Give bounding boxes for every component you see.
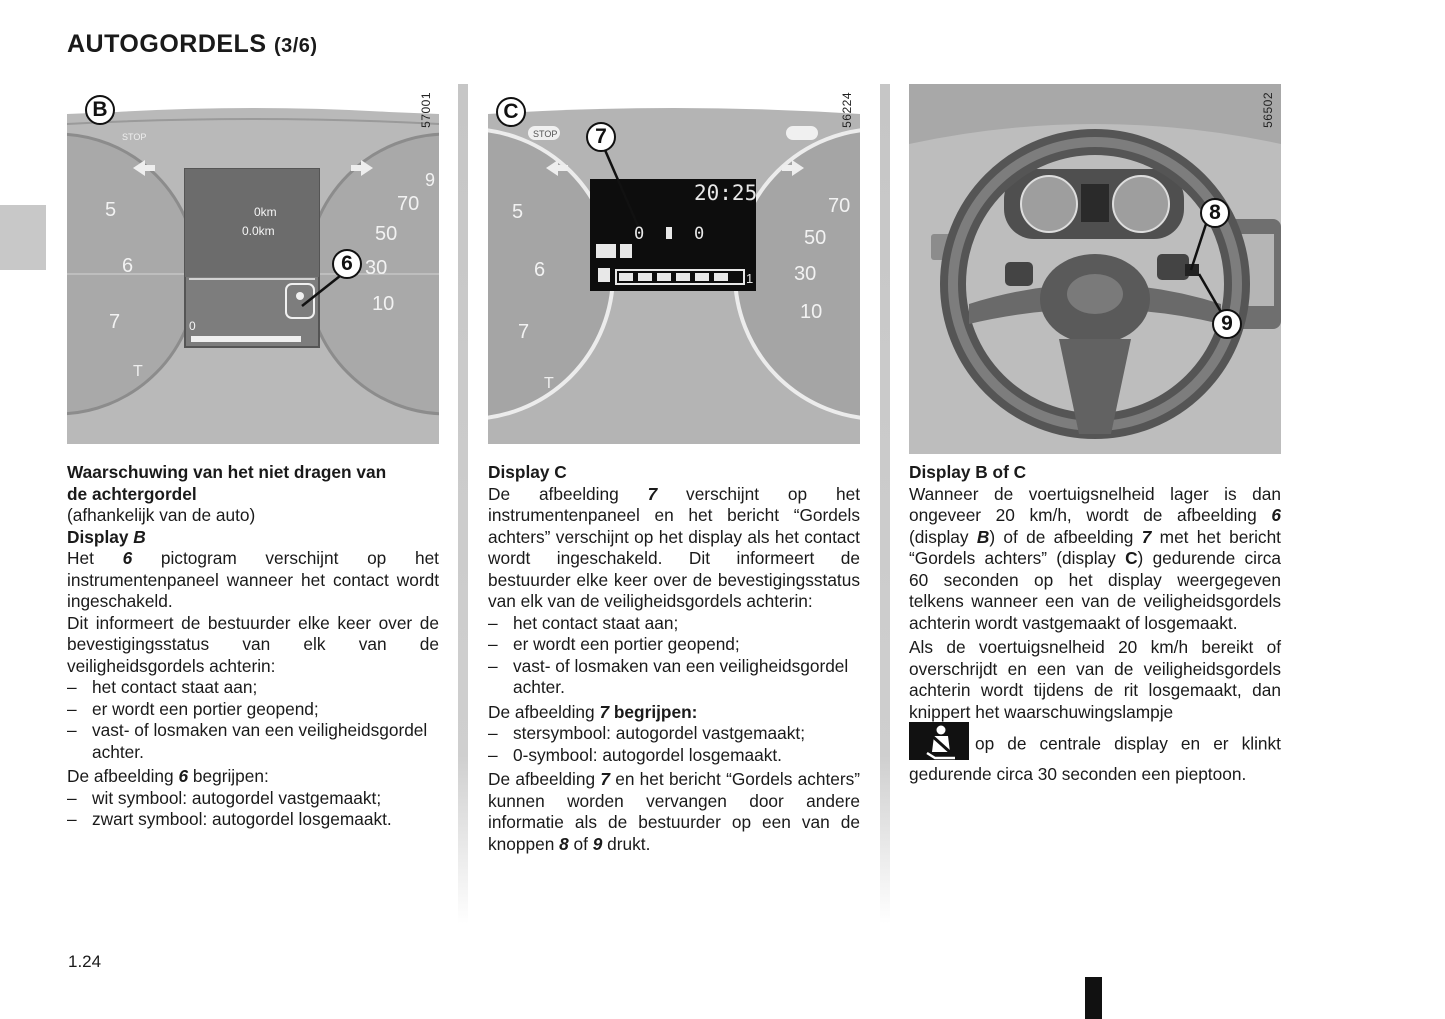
col1-paragraph-3: De afbeelding 6 begrijpen: — [67, 766, 269, 786]
col1-list-2 — [67, 788, 439, 831]
chapter-tab — [0, 205, 46, 270]
gauge-c-left-6: 6 — [534, 259, 546, 281]
gauge-b-right-30: 30 — [365, 257, 388, 279]
col1-heading-2: de achtergordel — [67, 483, 197, 504]
figure-c — [488, 84, 860, 454]
col1-paragraph-1: Het 6 pictogram verschijnt op het instrumentenpaneel wanneer het contact wordt ingeschakeld. — [67, 548, 439, 611]
col1-list-1 — [67, 677, 439, 763]
col2-text — [488, 462, 860, 855]
list-item: – stersymbool: autogordel vastgemaakt; — [488, 723, 860, 745]
gauge-b-t: T — [133, 363, 143, 380]
gauge-c-right-50: 50 — [804, 227, 827, 249]
screen-b-odometer: 0km — [254, 205, 277, 219]
list-item: – het contact staat aan; — [488, 613, 860, 635]
instrument-cluster-c-illustration — [488, 84, 860, 454]
gauge-b-right-70: 70 — [397, 193, 420, 215]
instrument-cluster-b-illustration — [67, 84, 439, 454]
gauge-c-right-70: 70 — [828, 195, 851, 217]
col3-display-label: Display B of C — [909, 462, 1027, 482]
callout-9: 9 — [1212, 309, 1242, 339]
col3-paragraph-3: op de centrale display en er klinkt gedurende circa 30 seconden een pieptoon. — [909, 726, 1281, 786]
col1-text — [67, 462, 439, 831]
col1-note: (afhankelijk van de auto) — [67, 505, 256, 525]
column-separator-1 — [458, 84, 468, 924]
figure-steering-wheel — [909, 84, 1281, 454]
gauge-b-left-5: 5 — [105, 199, 117, 221]
title-main: AUTOGORDELS — [67, 30, 267, 58]
screen-b-zero: 0 — [189, 319, 196, 333]
screen-c-left-zero: 0 — [634, 224, 645, 244]
col1-paragraph-2: Dit informeert de bestuurder elke keer over de bevestigingsstatus van elk van de veiligheidsgordels achterin: — [67, 612, 439, 676]
gauge-c-left-7: 7 — [518, 321, 530, 343]
callout-8: 8 — [1200, 198, 1230, 228]
column-3 — [909, 84, 1281, 786]
screen-b-trip: 0.0km — [242, 224, 275, 238]
column-1 — [67, 84, 439, 831]
figure-c-label: C — [496, 97, 526, 127]
title-section: (3/6) — [273, 35, 318, 57]
figure-b — [67, 84, 439, 454]
figure-b-label: B — [85, 95, 115, 125]
list-item: – vast- of losmaken van een veiligheidsgordel achter. — [488, 656, 860, 699]
list-item: – vast- of losmaken van een veiligheidsgordel achter. — [67, 720, 439, 763]
column-separator-2 — [880, 84, 890, 924]
col3-paragraph-2: Als de voertuigsnelheid 20 km/h bereikt of overschrijdt en een van de veiligheidsgordels achterin wordt tijdens de rit losgemaakt, dan knippert het waarschuwingslampje — [909, 637, 1281, 722]
col3-text — [909, 462, 1281, 786]
list-item: – het contact staat aan; — [67, 677, 439, 699]
callout-6: 6 — [332, 249, 362, 279]
gauge-c-t: T — [544, 375, 554, 392]
page-title — [67, 30, 318, 59]
col1-display-label: Display B — [67, 526, 146, 547]
gauge-b-left-7: 7 — [109, 311, 121, 333]
screen-c-right-zero: 0 — [694, 224, 705, 244]
figure-b-number: 57001 — [419, 92, 433, 128]
list-item: – er wordt een portier geopend; — [488, 634, 860, 656]
figure-steering-number: 56502 — [1261, 92, 1275, 128]
screen-c-clock: 20:25 — [694, 181, 758, 205]
steering-wheel-illustration — [909, 84, 1281, 454]
col2-paragraph-2: De afbeelding 7 begrijpen: — [488, 701, 698, 722]
gauge-b-stop: STOP — [122, 132, 147, 142]
gauge-c-right-30: 30 — [794, 263, 817, 285]
callout-7: 7 — [586, 122, 616, 152]
col1-heading-1: Waarschuwing van het niet dragen van — [67, 462, 387, 482]
screen-c-one: 1 — [746, 271, 754, 286]
list-item: – wit symbool: autogordel vastgemaakt; — [67, 788, 439, 810]
col2-paragraph-3: De afbeelding 7 en het bericht “Gordels achters” kunnen worden vervangen door andere informatie als de bestuurder op een van de knoppen 8 of 9 drukt. — [488, 769, 861, 854]
col2-list-1 — [488, 613, 860, 699]
col2-paragraph-1: De afbeelding 7 verschijnt op het instrumentenpaneel en het bericht “Gordels achters” verschijnt op het display als het contact wordt ingeschakeld. Dit informeert de bestuurder elke keer over de bevestigingsstatus van elk van de veiligheidsgordels achterin: — [488, 483, 861, 611]
seatbelt-warning-icon — [909, 722, 969, 760]
figure-c-number: 56224 — [840, 92, 854, 128]
col2-list-2 — [488, 723, 860, 766]
gauge-b-left-6: 6 — [122, 255, 134, 277]
gauge-c-stop: STOP — [533, 129, 558, 139]
list-item: – zwart symbool: autogordel losgemaakt. — [67, 809, 439, 831]
gauge-c-left-5: 5 — [512, 201, 524, 223]
col2-display-label: Display C — [488, 462, 567, 482]
list-item: – er wordt een portier geopend; — [67, 699, 439, 721]
gauge-c-right-10: 10 — [800, 301, 823, 323]
column-2 — [488, 84, 860, 855]
page-number: 1.24 — [68, 952, 102, 971]
page-edge-marker — [1085, 977, 1102, 1019]
gauge-b-right-50: 50 — [375, 223, 398, 245]
col3-paragraph-1: Wanneer de voertuigsnelheid lager is dan ongeveer 20 km/h, wordt de afbeelding 6 (display B) of de afbeelding 7 met het bericht “Gordels achters” (display C) gedurende circa 60 seconden op het display weergegeven telkens wanneer een van de veiligheidsgordels achterin wordt vastgemaakt of losgemaakt. — [909, 483, 1281, 633]
list-item: – 0-symbool: autogordel losgemaakt. — [488, 745, 860, 767]
gauge-b-right-9: 9 — [425, 170, 436, 190]
gauge-b-right-10: 10 — [372, 293, 395, 315]
